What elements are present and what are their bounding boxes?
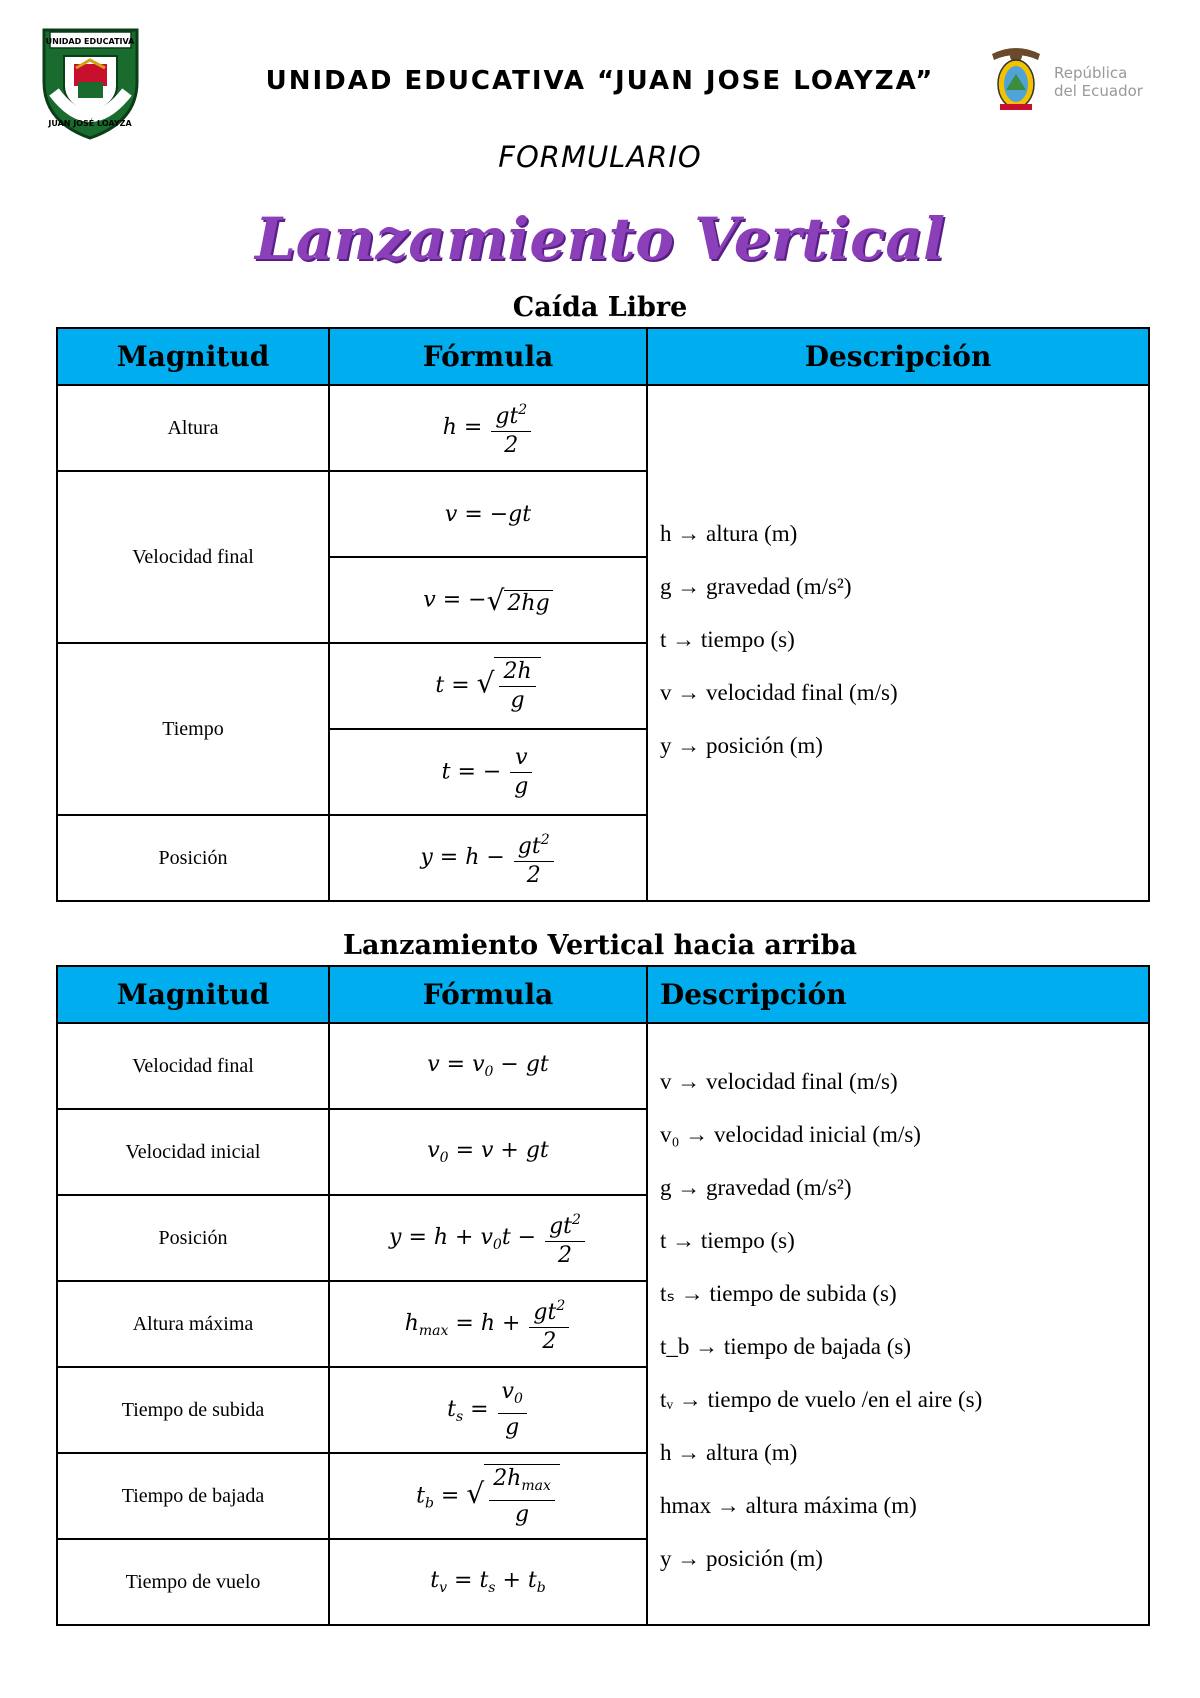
table-row bbox=[57, 385, 1149, 471]
formula-tiempo-subida: $t_s$ = $\frac{v_0}{g}$ bbox=[329, 1367, 647, 1453]
svg-text:JUAN JOSÉ LOAYZA: JUAN JOSÉ LOAYZA bbox=[48, 119, 132, 128]
magnitud-cell: Tiempo de vuelo bbox=[57, 1539, 329, 1625]
magnitud-cell: Posición bbox=[57, 1195, 329, 1281]
desc-line: t → tiempo (s) bbox=[660, 626, 795, 652]
table-header-row bbox=[57, 966, 1149, 1023]
desc-line: y → posición (m) bbox=[660, 1546, 823, 1571]
desc-line: tᵥ → tiempo de vuelo /en el aire (s) bbox=[660, 1387, 983, 1412]
lanzamiento-arriba-table bbox=[56, 965, 1150, 1626]
magnitud-cell: Altura máxima bbox=[57, 1281, 329, 1367]
desc-line: v → velocidad final (m/s) bbox=[660, 1069, 898, 1094]
school-name: UNIDAD EDUCATIVA “JUAN JOSE LOAYZA” bbox=[265, 66, 935, 96]
logo-ecuador-text: del Ecuador bbox=[1054, 82, 1143, 100]
formula-velocidad-1: v = −gt bbox=[329, 471, 647, 557]
header-magnitud: Magnitud bbox=[57, 966, 329, 1023]
logo-republica-text: República bbox=[1054, 64, 1128, 82]
desc-line: tₛ → tiempo de subida (s) bbox=[660, 1281, 897, 1306]
magnitud-cell: Tiempo de bajada bbox=[57, 1453, 329, 1539]
header-formula: Fórmula bbox=[329, 328, 647, 385]
lanzamiento-arriba-title: Lanzamiento Vertical hacia arriba bbox=[343, 930, 857, 961]
magnitud-cell: Posición bbox=[57, 815, 329, 901]
caida-libre-title: Caída Libre bbox=[512, 292, 688, 323]
formula-posicion: $y = h + v_0t$ − $\frac{gt^2}{2}$ bbox=[329, 1195, 647, 1281]
formula-velocidad-2: v = −√ 2hg bbox=[329, 557, 647, 643]
formula-tiempo-bajada: $t_b$ = √ $\frac{2h_{max}}{g}$ bbox=[329, 1453, 647, 1539]
header-formula: Fórmula bbox=[329, 966, 647, 1023]
magnitud-cell: Velocidad final bbox=[57, 1023, 329, 1109]
table-row bbox=[57, 1023, 1149, 1109]
desc-line: h → altura (m) bbox=[660, 520, 798, 546]
formula-velocidad-inicial: $v_0 = v$ + gt bbox=[329, 1109, 647, 1195]
desc-line: v → velocidad final (m/s) bbox=[660, 679, 898, 705]
form-subtitle: FORMULARIO bbox=[498, 140, 702, 174]
page-title: Lanzamiento Vertical bbox=[254, 205, 946, 273]
desc-line: hmax → altura máxima (m) bbox=[660, 1493, 917, 1518]
desc-line: g → gravedad (m/s²) bbox=[660, 1175, 852, 1200]
formula-tiempo-vuelo: $t_v = t_s + t_b$ bbox=[329, 1539, 647, 1625]
caida-libre-table bbox=[56, 327, 1150, 902]
header-magnitud: Magnitud bbox=[57, 328, 329, 385]
formula-tiempo-1: t = √ $\frac{2h}{g}$ bbox=[329, 643, 647, 729]
descripcion-cell bbox=[647, 1023, 1149, 1625]
formula-tiempo-2: t = − $\frac{v}{g}$ bbox=[329, 729, 647, 815]
desc-line: t → tiempo (s) bbox=[660, 1228, 795, 1253]
magnitud-cell: Tiempo bbox=[57, 643, 329, 815]
table-header-row bbox=[57, 328, 1149, 385]
desc-line: h → altura (m) bbox=[660, 1440, 798, 1465]
magnitud-cell: Altura bbox=[57, 385, 329, 471]
magnitud-cell: Tiempo de subida bbox=[57, 1367, 329, 1453]
desc-line: v₀ → velocidad inicial (m/s) bbox=[660, 1122, 921, 1147]
desc-line: y → posición (m) bbox=[660, 732, 823, 758]
desc-line: t_b → tiempo de bajada (s) bbox=[660, 1334, 912, 1359]
formula-velocidad-final: $v = v_0$ − gt bbox=[329, 1023, 647, 1109]
magnitud-cell: Velocidad inicial bbox=[57, 1109, 329, 1195]
descripcion-cell bbox=[647, 385, 1149, 901]
desc-line: g → gravedad (m/s²) bbox=[660, 573, 852, 599]
formula-altura: h = $\frac{gt^2}{2}$ bbox=[329, 385, 647, 471]
header-descripcion: Descripción bbox=[647, 328, 1149, 385]
svg-text:UNIDAD EDUCATIVA: UNIDAD EDUCATIVA bbox=[45, 37, 135, 46]
magnitud-cell: Velocidad final bbox=[57, 471, 329, 643]
formula-altura-maxima: $h_{max} = h$ + $\frac{gt^2}{2}$ bbox=[329, 1281, 647, 1367]
header-descripcion: Descripción bbox=[647, 966, 1149, 1023]
formula-posicion: y = h − $\frac{gt^2}{2}$ bbox=[329, 815, 647, 901]
